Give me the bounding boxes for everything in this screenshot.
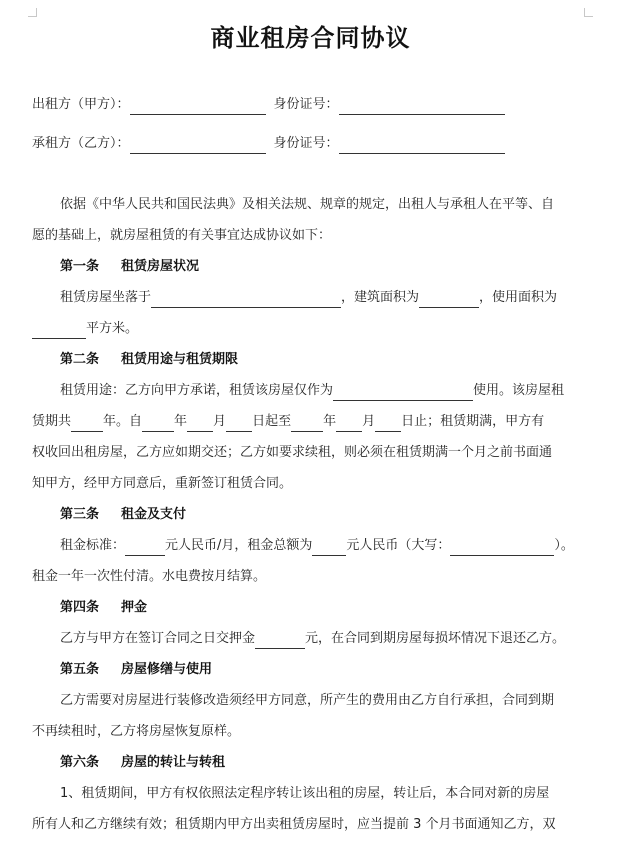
article-4-line-1 [60,629,565,649]
article-2-line-4: 知甲方，经甲方同意后，重新签订租赁合同。 [32,476,293,491]
article-3-title: 租金及支付 [121,507,187,522]
article-6-heading [60,753,225,773]
uppercase-amount-blank[interactable] [450,541,554,556]
page-corner-mark-left [28,8,37,17]
monthly-rent-blank[interactable] [125,541,165,556]
article-2-title: 租赁用途与租赁期限 [121,352,239,367]
deposit-label: 乙方与甲方在签订合同之日交押金 [60,631,256,646]
uppercase-amount-label: 元人民币（大写： [346,538,451,553]
rent-standard-label: 租金标准： [60,538,126,553]
article-1-title: 租赁房屋状况 [121,259,200,274]
start-day-blank[interactable] [226,417,252,432]
article-2-line-1 [60,381,564,401]
start-month-blank[interactable] [187,417,213,432]
article-1-heading [60,257,199,277]
lessor-label: 出租方（甲方）： [32,97,130,112]
term-label: 赁期共 [32,414,72,429]
article-1-text-building-area: ，建筑面积为 [341,290,420,305]
article-4-heading [60,598,147,618]
article-1-number: 第一条 [60,259,100,274]
lessee-name-blank[interactable] [130,139,266,154]
total-rent-label: 元人民币/月，租金总额为 [165,538,313,553]
end-day-blank[interactable] [375,417,401,432]
total-rent-blank[interactable] [312,541,346,556]
article-1-line-1 [60,288,557,308]
end-month-blank[interactable] [336,417,362,432]
article-5-heading [60,660,212,680]
article-5-title: 房屋修缮与使用 [121,662,213,677]
usable-area-blank[interactable] [32,324,86,339]
lessor-name-blank[interactable] [130,100,266,115]
article-2-line-2 [32,412,544,432]
lessor-row [32,95,505,115]
lessee-id-blank[interactable] [339,139,505,154]
article-5-line-2: 不再续租时，乙方将房屋恢复原样。 [32,724,241,739]
article-2-number: 第二条 [60,352,100,367]
article-2-text-expiry: 日止；租赁期满，甲方有 [401,414,545,429]
article-3-line-2: 租金一年一次性付清。水电费按月结算。 [32,569,267,584]
article-1-text-usable-area: ，使用面积为 [479,290,558,305]
end-year-blank[interactable] [291,417,323,432]
lessee-id-label: 身份证号： [273,136,339,151]
deposit-blank[interactable] [255,634,305,649]
article-2-text-use: 使用。该房屋租 [473,383,565,398]
article-4-number: 第四条 [60,600,100,615]
lessor-id-blank[interactable] [339,100,505,115]
lessee-row [32,134,505,154]
article-1-text-unit: 平方米。 [86,321,139,336]
start-month-unit: 月 [213,414,227,429]
end-year-unit: 年 [323,414,337,429]
term-years-blank[interactable] [71,417,103,432]
lessee-label: 承租方（乙方）： [32,136,130,151]
building-area-blank[interactable] [419,293,479,308]
lessor-id-label: 身份证号： [273,97,339,112]
intro-line-1: 依据《中华人民共和国民法典》及相关法规、规章的规定，出租人与承租人在平等、自 [60,197,555,212]
article-6-line-2: 所有人和乙方继续有效；租赁期内甲方出卖租赁房屋时，应当提前 3 个月书面通知乙方，双 [32,817,556,832]
intro-line-2: 愿的基础上，就房屋租赁的有关事宜达成协议如下： [32,228,332,243]
page-corner-mark-right [584,8,593,17]
purpose-blank[interactable] [333,386,473,401]
article-3-line-1 [60,536,574,556]
article-5-line-1: 乙方需要对房屋进行装修改造须经甲方同意，所产生的费用由乙方自行承担，合同到期 [60,693,555,708]
article-5-number: 第五条 [60,662,100,677]
article-1-text-location: 租赁房屋坐落于 [60,290,152,305]
end-label: 日起至 [252,414,292,429]
article-2-line-3: 权收回出租房屋，乙方应如期交还；乙方如要求续租，则必须在租赁期满一个月之前书面通 [32,445,553,460]
deposit-refund-text: 元，在合同到期房屋每损坏情况下退还乙方。 [305,631,566,646]
uppercase-amount-close: ）。 [554,538,574,553]
article-3-heading [60,505,186,525]
start-label: 年。自 [103,414,143,429]
start-year-blank[interactable] [142,417,174,432]
article-6-line-1: 1、租赁期间，甲方有权依照法定程序转让该出租的房屋，转让后，本合同对新的房屋 [60,786,550,801]
document-title: 商业租房合同协议 [210,24,411,52]
article-6-number: 第六条 [60,755,100,770]
location-blank[interactable] [151,293,341,308]
article-6-title: 房屋的转让与转租 [121,755,226,770]
article-2-text-purpose: 租赁用途：乙方向甲方承诺，租赁该房屋仅作为 [60,383,334,398]
end-month-unit: 月 [362,414,376,429]
article-1-line-2 [32,319,138,339]
start-year-unit: 年 [174,414,188,429]
article-3-number: 第三条 [60,507,100,522]
article-2-heading [60,350,238,370]
article-4-title: 押金 [121,600,148,615]
